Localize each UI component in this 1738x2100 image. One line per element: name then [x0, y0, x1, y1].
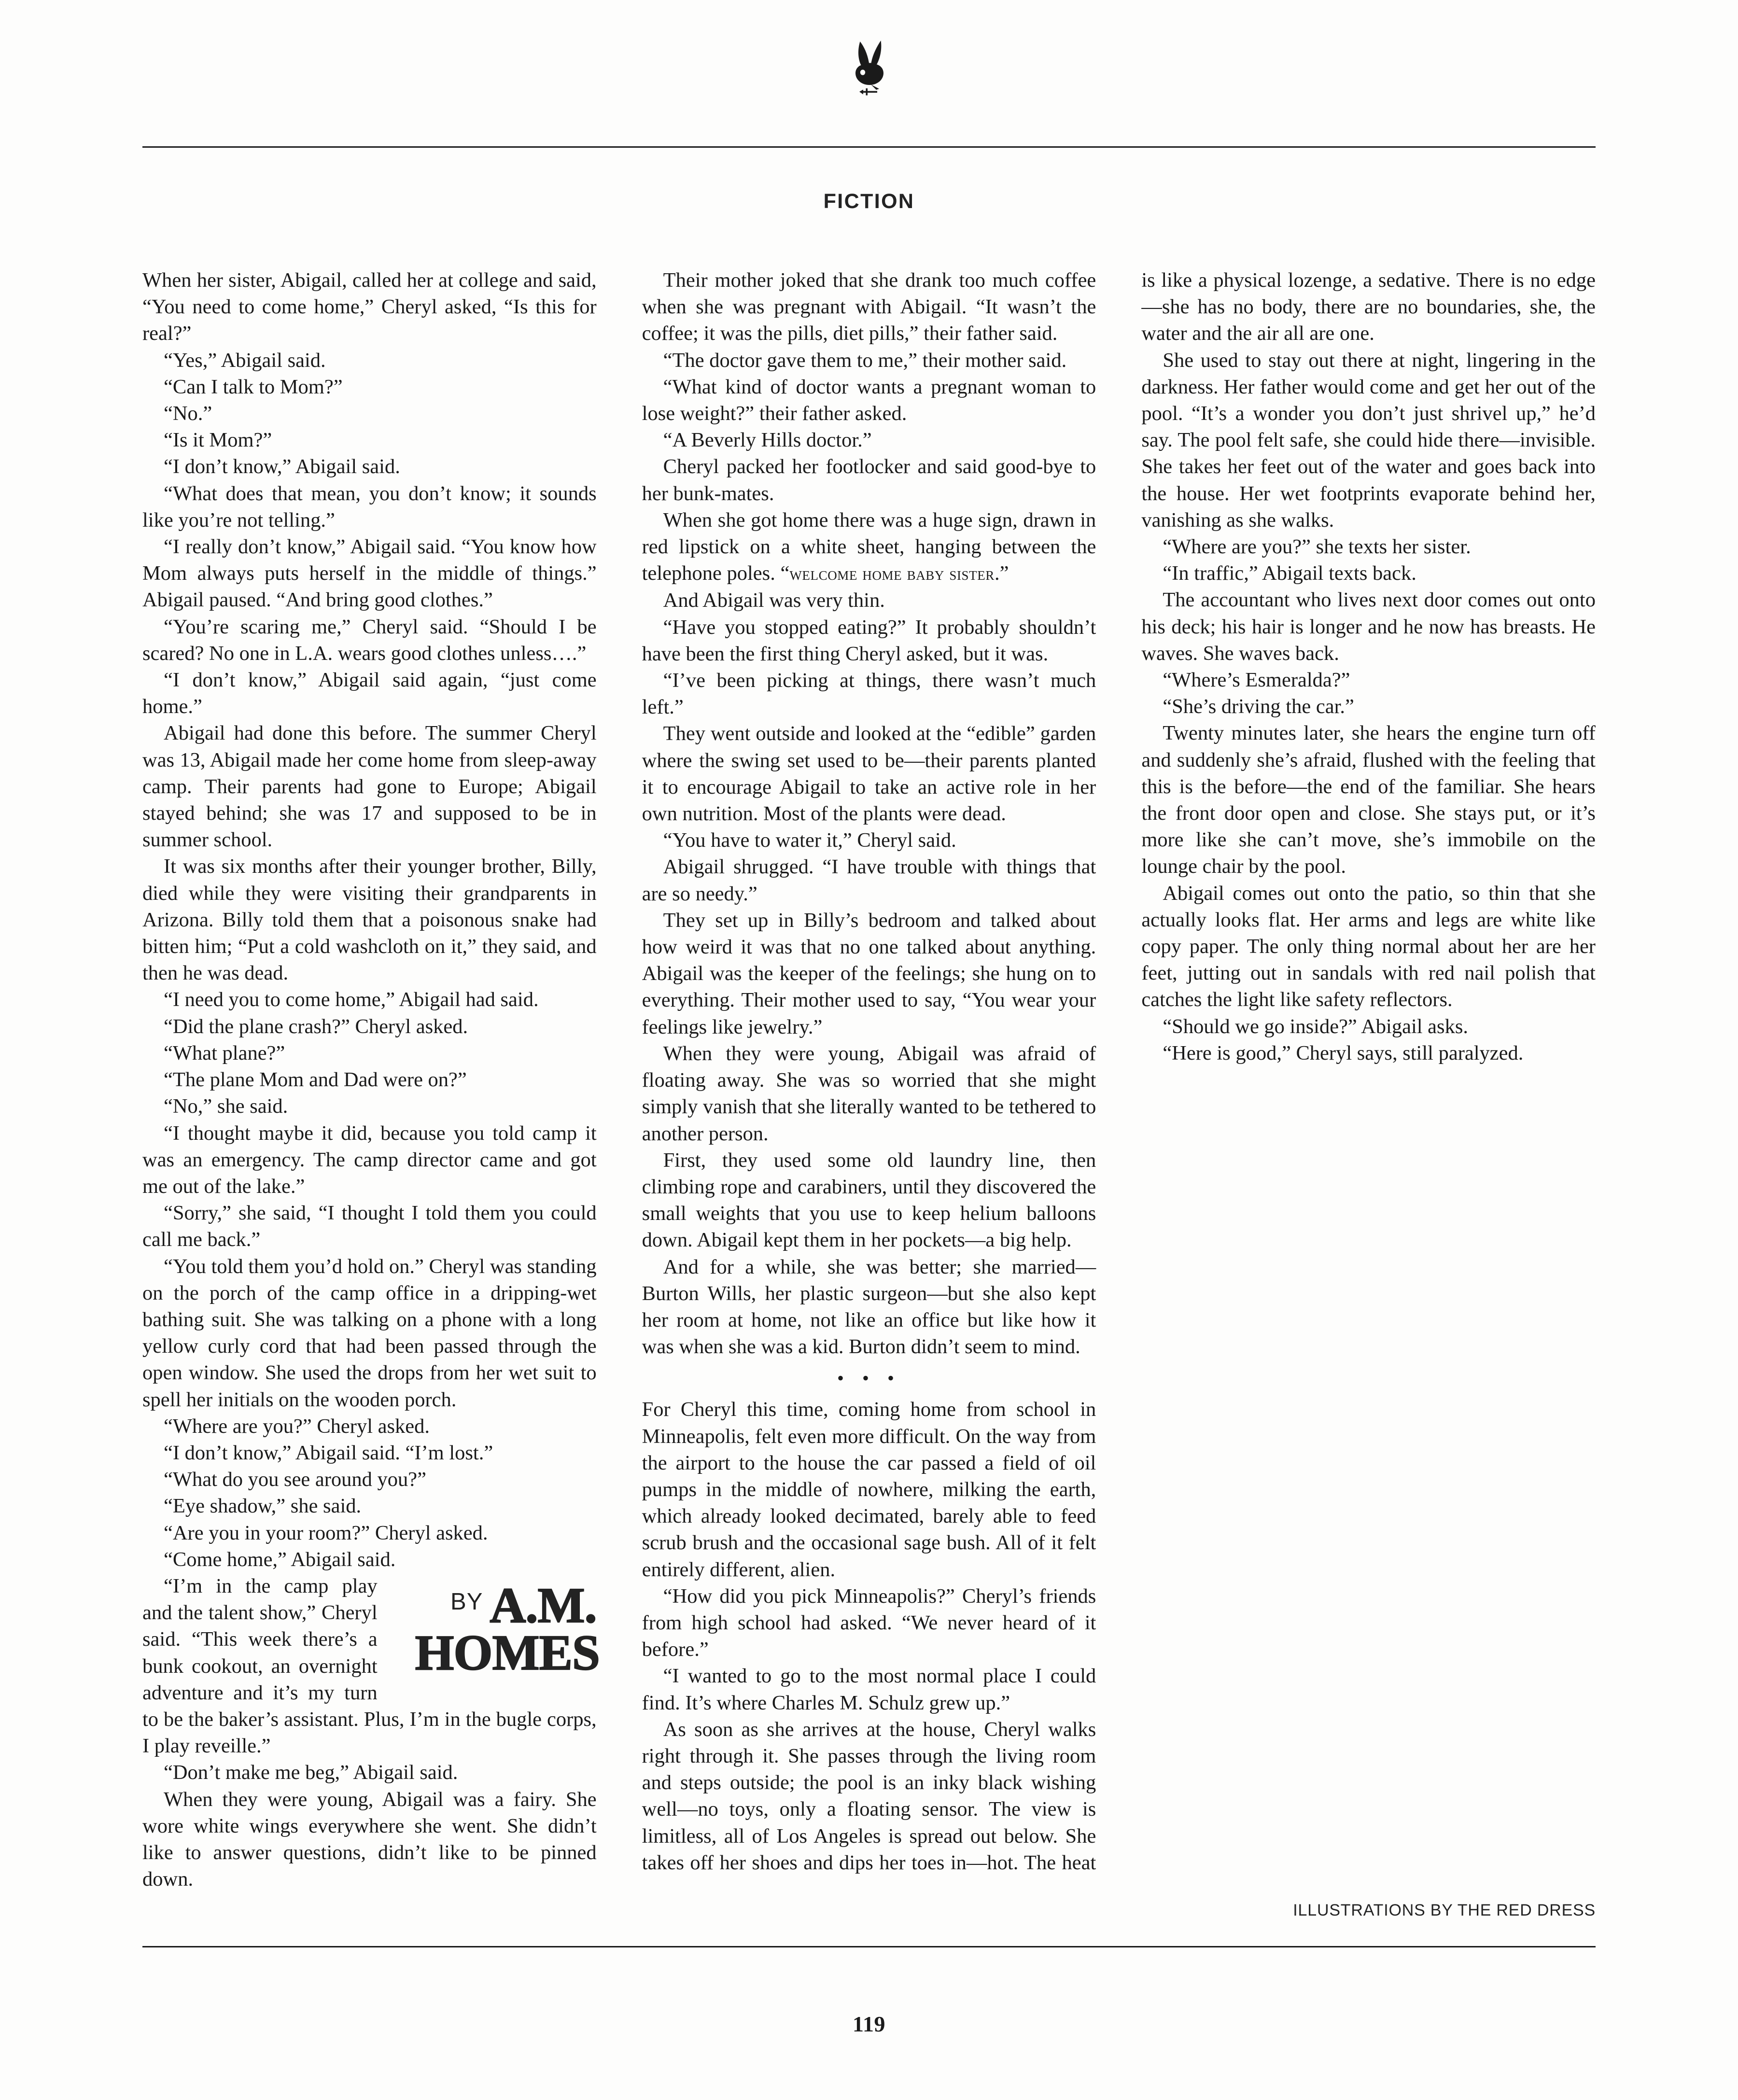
paragraph: Abigail comes out onto the patio, so thin that she actually looks flat. Her arms and legs are white like copy paper. The only thing normal about her are her feet, jutting out in sandals with red nail polish that catches the light like safety reflectors. — [1141, 882, 1596, 1011]
paragraph: “I need you to come home,” Abigail had said. — [164, 988, 539, 1011]
paragraph: “You have to water it,” Cheryl said. — [663, 829, 956, 852]
section-break-dots: • • • — [837, 1367, 901, 1389]
article-body — [142, 267, 1596, 1899]
paragraph: “In traffic,” Abigail texts back. — [1163, 562, 1416, 585]
sign-intro-text: When she got home there was a huge sign, drawn in red lipstick on a white sheet, hanging between the telephone poles. “ — [642, 508, 1096, 585]
paragraph: “Where are you?” she texts her sister. — [1163, 535, 1471, 559]
paragraph: When her sister, Abigail, called her at college and said, “You need to come home,” Cheryl asked, “Is this for real?” — [142, 269, 597, 345]
paragraph: “What does that mean, you don’t know; it sounds like you’re not telling.” — [142, 482, 597, 532]
paragraph: “Here is good,” Cheryl says, still paralyzed. — [1163, 1041, 1524, 1064]
paragraph: “I thought maybe it did, because you told camp it was an emergency. The camp director came and got me out of the lake.” — [142, 1121, 597, 1198]
paragraph-welcome-sign — [642, 507, 1096, 588]
paragraph: “Have you stopped eating?” It probably shouldn’t have been the first thing Cheryl asked, but it was. — [642, 616, 1096, 665]
paragraph: “Come home,” Abigail said. — [164, 1548, 396, 1571]
byline-by-label: BY — [450, 1588, 483, 1615]
paragraph: “Did the plane crash?” Cheryl asked. — [164, 1015, 468, 1038]
playboy-bunny-logo — [848, 39, 890, 111]
paragraph: “Are you in your room?” Cheryl asked. — [164, 1521, 488, 1544]
paragraph: “You’re scaring me,” Cheryl said. “Should I be scared? No one in L.A. wears good clothes unless….” — [142, 615, 597, 665]
paragraph: Twenty minutes later, she hears the engine turn off and suddenly she’s afraid, flushed with the feeling that this is the before—the end of the familiar. She hears the front door open and close. She stays put, or it’s more like she can’t move, she’s immobile on the lounge chair by the pool. — [1141, 722, 1596, 878]
paragraph: “How did you pick Minneapolis?” Cheryl’s friends from high school had asked. “We never heard of it before.” — [642, 1584, 1096, 1661]
paragraph: They set up in Billy’s bedroom and talked about how weird it was that no one talked about anything. Abigail was the keeper of the feelings; she hung on to everything. Their mother used to say, “You wear your feelings like jewelry.” — [642, 909, 1096, 1038]
paragraph: Cheryl packed her footlocker and said good-bye to her bunk-mates. — [642, 455, 1096, 505]
paragraph-text: Abigail had done this before. The summer Cheryl was 13, Abigail made her come home from sleep-away camp. Their parents had gone to Europe; Abigail stayed behind; she was 17 and supposed to be in summer school. — [142, 722, 597, 852]
paragraph — [142, 1573, 600, 1759]
paragraph: “Can I talk to Mom?” — [164, 375, 343, 398]
paragraph: For Cheryl this time, coming home from school in Minneapolis, felt even more difficult. On the way from the airport to the house the car passed a field of oil pumps in the middle of nowhere, milking the earth, which already looked decimated, barely able to feed scrub brush and the occasional sage bush. All of it felt entirely different, alien. — [642, 1398, 1096, 1581]
paragraph — [142, 720, 597, 853]
paragraph: “Should we go inside?” Abigail asks. — [1163, 1015, 1468, 1038]
illustration-credit: ILLUSTRATIONS BY THE RED DRESS — [1293, 1901, 1596, 1919]
paragraph: “What kind of doctor wants a pregnant woman to lose weight?” their father asked. — [642, 375, 1096, 425]
paragraph: “No,” she said. — [164, 1095, 288, 1118]
paragraph: And Abigail was very thin. — [663, 589, 885, 612]
paragraph: “A Beverly Hills doctor.” — [663, 429, 872, 452]
section-kicker: FICTION — [823, 190, 915, 213]
byline-author-line-2: HOMES — [415, 1624, 600, 1680]
paragraph: And for a while, she was better; she married—Burton Wills, her plastic surgeon—but she also kept her room at home, not like an office but like how it was when she was a kid. Burton didn’t seem to mind. — [642, 1255, 1096, 1358]
paragraph: “I wanted to go to the most normal place I could find. It’s where Charles M. Schulz grew up.” — [642, 1665, 1096, 1714]
paragraph: They went outside and looked at the “edible” garden where the swing set used to be—their parents planted it to encourage Abigail to take an active role in her own nutrition. Most of the plants were dead. — [642, 722, 1096, 826]
paragraph: It was six months after their younger brother, Billy, died while they were visiting their grandparents in Arizona. Billy told them that a poisonous snake had bitten him; “Put a cold washcloth on it,” they said, and then he was dead. — [142, 855, 597, 985]
paragraph: “Sorry,” she said, “I thought I told them you could call me back.” — [142, 1202, 597, 1251]
paragraph: “Yes,” Abigail said. — [164, 349, 326, 372]
paragraph: “Don’t make me beg,” Abigail said. — [164, 1761, 458, 1784]
paragraph: She used to stay out there at night, lingering in the darkness. Her father would come and get her out of the pool. “It’s a wonder you don’t just shrivel up,” he’d say. The pool felt safe, she could hide there—invisible. She takes her feet out of the water and goes back into the house. Her wet footprints evaporate behind her, vanishing as she walks. — [1141, 349, 1596, 532]
paragraph: “She’s driving the car.” — [1163, 695, 1354, 718]
paragraph: “Where’s Esmeralda?” — [1163, 669, 1350, 692]
footer-rule — [142, 1946, 1596, 1947]
paragraph: First, they used some old laundry line, then climbing rope and carabiners, until they discovered the small weights that you use to keep helium balloons down. Abigail kept them in her pockets—a big help. — [642, 1148, 1096, 1252]
paragraph: “I really don’t know,” Abigail said. “You know how Mom always puts herself in the middle of things.” Abigail paused. “And bring good clothes.” — [142, 535, 597, 612]
article-byline — [394, 1577, 600, 1680]
paragraph: The accountant who lives next door comes out onto his deck; his hair is longer and he now has breasts. He waves. She waves back. — [1141, 588, 1596, 665]
header-rule — [142, 146, 1596, 148]
paragraph: “What plane?” — [164, 1041, 285, 1064]
byline-author-line-1: A.M. — [490, 1577, 597, 1633]
sign-outro-text: .” — [994, 562, 1009, 585]
paragraph: “I don’t know,” Abigail said again, “just come home.” — [142, 669, 597, 718]
paragraph: “Where are you?” Cheryl asked. — [164, 1414, 430, 1438]
paragraph: “No.” — [164, 402, 212, 425]
paragraph: “I don’t know,” Abigail said. “I’m lost.” — [164, 1441, 493, 1464]
paragraph: When they were young, Abigail was a fairy. She wore white wings everywhere she went. She didn’t like to answer questions, didn’t like to be pinned down. — [142, 1788, 597, 1891]
paragraph: “The doctor gave them to me,” their mother said. — [663, 349, 1067, 372]
paragraph: “The plane Mom and Dad were on?” — [164, 1068, 467, 1092]
sign-smallcaps-text: welcome home baby sister — [789, 563, 995, 585]
paragraph-text: “I’m in the camp play and the talent show,” Cheryl said. “This week there’s a bunk cookout, an overnight adventure and it’s my turn to be the baker’s assistant. Plus, I’m in the bugle corps, I play reveille.” — [142, 1574, 597, 1758]
paragraph: “Is it Mom?” — [164, 429, 272, 452]
paragraph: Abigail shrugged. “I have trouble with things that are so needy.” — [642, 855, 1096, 905]
paragraph: “You told them you’d hold on.” Cheryl was standing on the porch of the camp office in a dripping-wet bathing suit. She was talking on a phone with a long yellow curly cord that had been passed through the open window. She used the drops from her wet suit to spell her initials on the wooden porch. — [142, 1255, 597, 1411]
paragraph: “I don’t know,” Abigail said. — [164, 455, 400, 478]
paragraph: Their mother joked that she drank too much coffee when she was pregnant with Abigail. “It wasn’t the coffee; it was the pills, diet pills,” their father said. — [642, 269, 1096, 345]
page-number: 119 — [853, 2012, 885, 2036]
paragraph: When they were young, Abigail was afraid of floating away. She was so worried that she might simply vanish that she literally wanted to be tethered to another person. — [642, 1042, 1096, 1145]
masthead-logo-container — [0, 39, 1738, 111]
paragraph: “I’ve been picking at things, there wasn’t much left.” — [642, 669, 1096, 719]
paragraph: “What do you see around you?” — [164, 1468, 427, 1491]
paragraph: As soon as she arrives at the house, Cheryl walks right through it. She passes through the living room and steps outside; the pool is an inky black wishing well—no toys, only a floating sensor. The view is limitless, all of Los Angeles is spread out below. She takes off her shoes and dips her toes in—hot. The heat is like a physical lozenge, a sedative. There is no edge—she has no body, there are no boundaries, she, the water and the air all are one. — [642, 269, 1596, 1874]
paragraph: “Eye shadow,” she said. — [164, 1495, 362, 1518]
